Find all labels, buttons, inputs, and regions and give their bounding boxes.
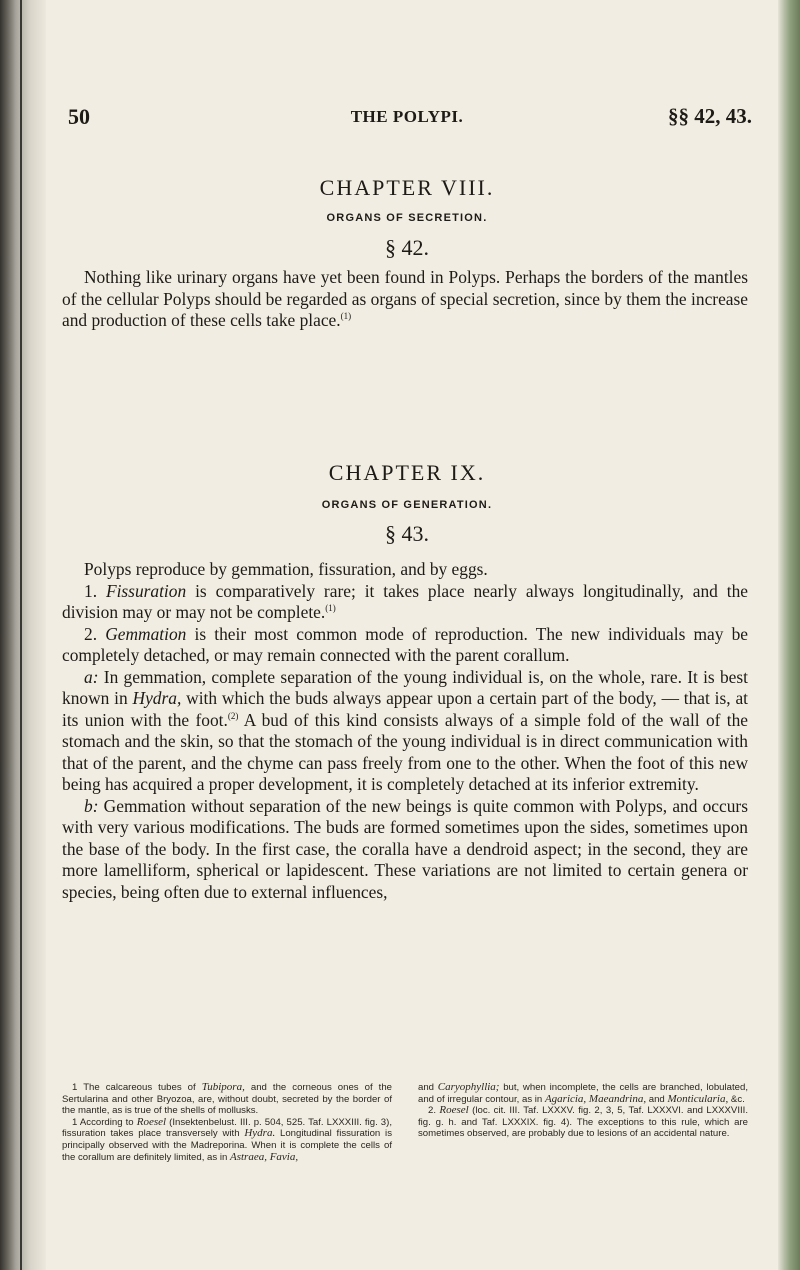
section-43-body (62, 559, 748, 903)
item-label: b: (84, 795, 99, 816)
section-42-heading: § 42. (385, 235, 429, 260)
paragraph: 1. Fissuration is comparatively rare; it takes place nearly always longitudinally, and the division may or may not be complete.$^{(1)}$ (62, 580, 748, 622)
chapter-8-subheading: ORGANS OF SECRETION. (326, 212, 488, 224)
scan-rule (20, 0, 22, 1270)
genus-name: Hydra, (132, 688, 182, 708)
footnotes (62, 1082, 752, 1222)
paragraph: b: Gemmation without separation of the new beings is quite common with Polyps, and occurs with very various modifications. The buds are formed sometimes upon the sides, sometimes upon the base of the body. In the first case, the coralla have a dendroid aspect; in the second, they are more lamelliform, spherical or lapidescent. These variations are not limited to certain genera or species, being often due to external influences, (62, 795, 748, 902)
footnote-column-left (62, 1082, 392, 1163)
footnote-ref: (1) (340, 311, 352, 322)
book-page (62, 0, 752, 1270)
section-42-body (62, 267, 748, 332)
footnote: and Caryophyllia; but, when incomplete, the cells are branched, lobulated, and of irregular contour, as in Agaricia, Maeandrina, and Monticularia, &c. (418, 1081, 748, 1105)
chapter-9-heading: CHAPTER IX. (328, 460, 486, 485)
footnote: 1 According to Roesel (Insektenbelust. III. p. 504, 525. Taf. LXXXIII. fig. 3), fissuration takes place transversely with Hydra. Longitudinal fissuration is principally observed with the Madreporina. When it is complete the cells of the corallum are definitely limited, as in Astraea, Favia, (62, 1115, 393, 1163)
footnote: 1 The calcareous tubes of Tubipora, and the corneous ones of the Sertularina and other Bryozoa, are, without doubt, secreted by the border of the mantle, as is true of the shells of mollusks. (62, 1081, 393, 1117)
running-head (62, 104, 752, 128)
footnote-column-right (418, 1082, 748, 1140)
section-43-heading: § 43. (385, 521, 429, 546)
running-title: THE POLYPI. (350, 107, 464, 126)
paragraph: a: In gemmation, complete separation of the young individual is, on the whole, rare. It is best known in Hydra, with which the buds always appear upon a certain part of the body, — that is, at its union with the foot.$^{(2)}$ A bud of this kind consists always of a simple fold of the wall of the stomach and the skin, so that the stomach of the young individual is in direct communication with that of the parent, and the chyme can pass freely from one to the other. When the foot of this new being has acquired a proper development, it is completely detached at its inferior extremity. (62, 666, 748, 794)
term: Gemmation (105, 623, 187, 644)
scan-left-edge (0, 0, 46, 1270)
term: Fissuration (105, 580, 187, 601)
paragraph: 2. Gemmation is their most common mode of reproduction. The new individuals may be completely detached, or may remain connected with the parent corallum. (62, 623, 748, 665)
chapter-8-heading: CHAPTER VIII. (319, 175, 495, 200)
page-number: 50 (68, 104, 90, 129)
scan-right-edge (778, 0, 800, 1270)
running-sections: §§ 42, 43. (668, 104, 752, 128)
footnote-ref: (2) (227, 710, 239, 721)
footnote: 2. Roesel (loc. cit. III. Taf. LXXXV. fig. 2, 3, 5, Taf. LXXXVI. and LXXXVIII. fig. g. h. and Taf. LXXXIX. fig. 4). The exceptions to this rule, which are sometimes observed, are probably due to lesions of an accidental nature. (418, 1104, 748, 1140)
footnote-ref: (1) (325, 603, 336, 614)
item-label: a: (84, 666, 99, 687)
paragraph-text: Nothing like urinary organs have yet been found in Polyps. Perhaps the borders of the mantles of the cellular Polyps should be regarded as organs of special secretion, since by them the increase and production of these cells take place. (62, 267, 748, 330)
chapter-9-subheading: ORGANS OF GENERATION. (321, 499, 493, 511)
paragraph: Polyps reproduce by gemmation, fissuration, and by eggs. (84, 559, 488, 579)
paragraph (62, 267, 748, 332)
